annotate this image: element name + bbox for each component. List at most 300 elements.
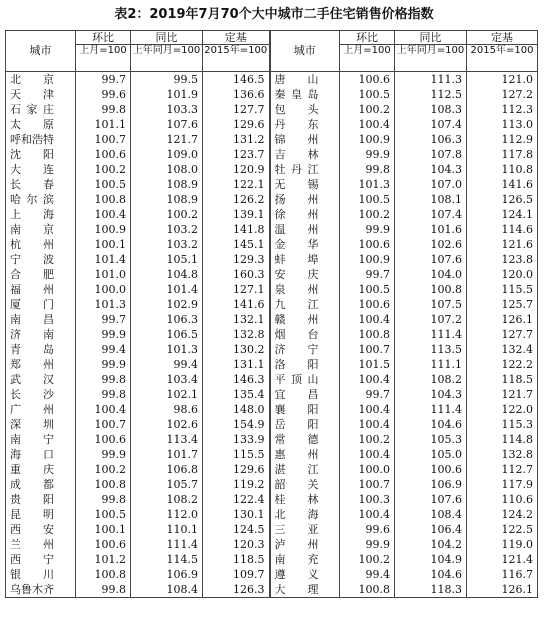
yoy-cell: 106.3 xyxy=(131,312,203,327)
base-cell: 154.9 xyxy=(203,417,270,432)
mom-cell: 99.7 xyxy=(340,387,395,402)
mom-cell: 100.4 xyxy=(340,402,395,417)
mom-subheader-right: 上月=100 xyxy=(340,45,395,72)
mom-cell: 100.8 xyxy=(76,477,131,492)
city-cell: 泸 州 xyxy=(270,537,340,552)
city-cell: 济 南 xyxy=(6,327,76,342)
yoy-cell: 102.6 xyxy=(395,237,467,252)
base-cell: 110.8 xyxy=(467,162,538,177)
base-cell: 124.2 xyxy=(467,507,538,522)
yoy-cell: 111.4 xyxy=(395,327,467,342)
table-row xyxy=(6,552,538,567)
base-cell: 119.0 xyxy=(467,537,538,552)
yoy-cell: 113.5 xyxy=(395,342,467,357)
city-cell: 大 连 xyxy=(6,162,76,177)
yoy-cell: 107.8 xyxy=(395,147,467,162)
city-cell: 深 圳 xyxy=(6,417,76,432)
city-cell: 南 昌 xyxy=(6,312,76,327)
base-cell: 112.7 xyxy=(467,462,538,477)
city-cell: 安 庆 xyxy=(270,267,340,282)
city-cell: 昆 明 xyxy=(6,507,76,522)
table-row xyxy=(6,537,538,552)
city-cell: 郑 州 xyxy=(6,357,76,372)
city-cell: 青 岛 xyxy=(6,342,76,357)
mom-cell: 101.3 xyxy=(340,177,395,192)
city-cell: 西 宁 xyxy=(6,552,76,567)
yoy-cell: 106.8 xyxy=(131,462,203,477)
base-cell: 116.7 xyxy=(467,567,538,582)
city-cell: 宁 波 xyxy=(6,252,76,267)
table-row xyxy=(6,387,538,402)
base-cell: 117.9 xyxy=(467,477,538,492)
yoy-cell: 104.0 xyxy=(395,267,467,282)
city-header-left: 城市 xyxy=(6,31,76,72)
yoy-cell: 105.7 xyxy=(131,477,203,492)
mom-cell: 101.0 xyxy=(76,267,131,282)
mom-cell: 100.1 xyxy=(76,237,131,252)
mom-cell: 101.2 xyxy=(76,552,131,567)
city-cell: 北 京 xyxy=(6,72,76,88)
mom-cell: 99.9 xyxy=(340,147,395,162)
city-cell: 西 安 xyxy=(6,522,76,537)
table-row xyxy=(6,177,538,192)
base-cell: 120.9 xyxy=(203,162,270,177)
mom-cell: 100.6 xyxy=(76,432,131,447)
city-cell: 南 京 xyxy=(6,222,76,237)
base-cell: 121.6 xyxy=(467,237,538,252)
yoy-cell: 106.9 xyxy=(131,567,203,582)
base-header-right: 定基 xyxy=(467,31,538,45)
base-cell: 127.7 xyxy=(203,102,270,117)
mom-cell: 100.7 xyxy=(340,477,395,492)
base-cell: 123.7 xyxy=(203,147,270,162)
mom-cell: 100.5 xyxy=(340,87,395,102)
mom-cell: 99.6 xyxy=(76,87,131,102)
mom-header-left: 环比 xyxy=(76,31,131,45)
base-header-left: 定基 xyxy=(203,31,270,45)
table-row xyxy=(6,492,538,507)
table-row xyxy=(6,147,538,162)
mom-cell: 100.9 xyxy=(340,252,395,267)
city-cell: 桂 林 xyxy=(270,492,340,507)
base-cell: 118.5 xyxy=(467,372,538,387)
yoy-cell: 102.6 xyxy=(131,417,203,432)
base-cell: 117.8 xyxy=(467,147,538,162)
table-row xyxy=(6,72,538,88)
mom-cell: 100.4 xyxy=(340,447,395,462)
base-cell: 120.3 xyxy=(203,537,270,552)
yoy-cell: 108.1 xyxy=(395,192,467,207)
base-cell: 120.0 xyxy=(467,267,538,282)
yoy-cell: 107.4 xyxy=(395,207,467,222)
table-row xyxy=(6,402,538,417)
base-cell: 141.6 xyxy=(467,177,538,192)
mom-cell: 100.2 xyxy=(340,207,395,222)
city-cell: 牡 丹 江 xyxy=(270,162,340,177)
yoy-cell: 102.9 xyxy=(131,297,203,312)
table-row xyxy=(6,417,538,432)
mom-cell: 100.5 xyxy=(76,507,131,522)
yoy-cell: 113.4 xyxy=(131,432,203,447)
mom-cell: 99.8 xyxy=(76,582,131,598)
base-cell: 126.3 xyxy=(203,582,270,598)
city-cell: 福 州 xyxy=(6,282,76,297)
mom-cell: 100.4 xyxy=(76,207,131,222)
base-cell: 122.4 xyxy=(203,492,270,507)
base-cell: 122.0 xyxy=(467,402,538,417)
yoy-cell: 106.4 xyxy=(395,522,467,537)
yoy-cell: 108.4 xyxy=(395,507,467,522)
mom-cell: 99.9 xyxy=(76,357,131,372)
mom-cell: 100.9 xyxy=(76,222,131,237)
yoy-cell: 103.4 xyxy=(131,372,203,387)
table-row xyxy=(6,357,538,372)
yoy-header-left: 同比 xyxy=(131,31,203,45)
base-cell: 136.6 xyxy=(203,87,270,102)
yoy-cell: 101.3 xyxy=(131,342,203,357)
city-cell: 杭 州 xyxy=(6,237,76,252)
yoy-cell: 121.7 xyxy=(131,132,203,147)
yoy-cell: 108.2 xyxy=(395,372,467,387)
table-row xyxy=(6,297,538,312)
base-cell: 131.1 xyxy=(203,357,270,372)
mom-cell: 99.4 xyxy=(76,342,131,357)
table-row xyxy=(6,237,538,252)
mom-cell: 100.2 xyxy=(76,162,131,177)
city-cell: 泉 州 xyxy=(270,282,340,297)
mom-subheader-left: 上月=100 xyxy=(76,45,131,72)
mom-cell: 100.2 xyxy=(76,462,131,477)
mom-cell: 100.7 xyxy=(76,132,131,147)
city-cell: 海 口 xyxy=(6,447,76,462)
yoy-cell: 103.3 xyxy=(131,102,203,117)
yoy-header-right: 同比 xyxy=(395,31,467,45)
yoy-cell: 100.8 xyxy=(395,282,467,297)
mom-cell: 101.5 xyxy=(340,357,395,372)
base-cell: 129.3 xyxy=(203,252,270,267)
mom-cell: 100.8 xyxy=(76,567,131,582)
yoy-cell: 104.9 xyxy=(395,552,467,567)
yoy-cell: 104.6 xyxy=(395,417,467,432)
base-cell: 126.5 xyxy=(467,192,538,207)
table-row xyxy=(6,207,538,222)
city-cell: 唐 山 xyxy=(270,72,340,88)
mom-cell: 100.6 xyxy=(340,72,395,88)
city-cell: 北 海 xyxy=(270,507,340,522)
base-cell: 139.1 xyxy=(203,207,270,222)
yoy-cell: 99.5 xyxy=(131,72,203,88)
city-cell: 南 宁 xyxy=(6,432,76,447)
base-cell: 121.7 xyxy=(467,387,538,402)
yoy-cell: 105.3 xyxy=(395,432,467,447)
mom-cell: 99.8 xyxy=(340,162,395,177)
yoy-cell: 106.5 xyxy=(131,327,203,342)
table-row xyxy=(6,582,538,598)
city-cell: 包 头 xyxy=(270,102,340,117)
yoy-cell: 98.6 xyxy=(131,402,203,417)
mom-cell: 100.2 xyxy=(340,552,395,567)
mom-cell: 99.7 xyxy=(340,267,395,282)
yoy-cell: 107.5 xyxy=(395,297,467,312)
yoy-subheader-right: 上年同月=100 xyxy=(395,45,467,72)
yoy-cell: 108.2 xyxy=(131,492,203,507)
city-cell: 乌鲁木齐 xyxy=(6,582,76,598)
yoy-cell: 99.4 xyxy=(131,357,203,372)
base-cell: 122.2 xyxy=(467,357,538,372)
mom-cell: 99.4 xyxy=(340,567,395,582)
mom-cell: 100.7 xyxy=(340,342,395,357)
base-cell: 126.1 xyxy=(467,582,538,598)
base-cell: 114.8 xyxy=(467,432,538,447)
city-cell: 重 庆 xyxy=(6,462,76,477)
table-body xyxy=(6,72,538,598)
base-cell: 113.0 xyxy=(467,117,538,132)
base-cell: 132.8 xyxy=(203,327,270,342)
base-cell: 160.3 xyxy=(203,267,270,282)
city-cell: 洛 阳 xyxy=(270,357,340,372)
yoy-cell: 102.1 xyxy=(131,387,203,402)
base-cell: 124.1 xyxy=(467,207,538,222)
city-cell: 三 亚 xyxy=(270,522,340,537)
mom-cell: 100.4 xyxy=(340,117,395,132)
base-cell: 114.6 xyxy=(467,222,538,237)
yoy-cell: 104.2 xyxy=(395,537,467,552)
base-cell: 122.1 xyxy=(203,177,270,192)
base-cell: 131.2 xyxy=(203,132,270,147)
yoy-cell: 111.4 xyxy=(395,402,467,417)
base-cell: 119.2 xyxy=(203,477,270,492)
yoy-cell: 101.7 xyxy=(131,447,203,462)
city-cell: 蚌 埠 xyxy=(270,252,340,267)
table-row xyxy=(6,192,538,207)
yoy-cell: 104.3 xyxy=(395,387,467,402)
base-cell: 126.1 xyxy=(467,312,538,327)
mom-cell: 100.6 xyxy=(340,297,395,312)
city-cell: 平 顶 山 xyxy=(270,372,340,387)
base-cell: 112.3 xyxy=(467,102,538,117)
city-cell: 宜 昌 xyxy=(270,387,340,402)
city-cell: 银 川 xyxy=(6,567,76,582)
mom-cell: 99.9 xyxy=(340,222,395,237)
table-row xyxy=(6,222,538,237)
table-row xyxy=(6,252,538,267)
mom-header-right: 环比 xyxy=(340,31,395,45)
mom-cell: 100.4 xyxy=(340,372,395,387)
mom-cell: 100.8 xyxy=(76,192,131,207)
base-cell: 129.6 xyxy=(203,117,270,132)
mom-cell: 99.9 xyxy=(76,447,131,462)
yoy-cell: 104.8 xyxy=(131,267,203,282)
mom-cell: 99.8 xyxy=(76,387,131,402)
mom-cell: 100.6 xyxy=(76,147,131,162)
yoy-cell: 108.3 xyxy=(395,102,467,117)
table-row xyxy=(6,567,538,582)
base-cell: 145.1 xyxy=(203,237,270,252)
city-cell: 襄 阳 xyxy=(270,402,340,417)
city-cell: 赣 州 xyxy=(270,312,340,327)
table-row xyxy=(6,477,538,492)
city-cell: 湛 江 xyxy=(270,462,340,477)
city-cell: 呼和浩特 xyxy=(6,132,76,147)
mom-cell: 100.2 xyxy=(340,102,395,117)
base-cell: 127.1 xyxy=(203,282,270,297)
mom-cell: 99.9 xyxy=(340,537,395,552)
mom-cell: 99.8 xyxy=(76,492,131,507)
base-cell: 110.6 xyxy=(467,492,538,507)
base-cell: 127.7 xyxy=(467,327,538,342)
base-cell: 115.5 xyxy=(203,447,270,462)
table-header xyxy=(6,31,538,72)
mom-cell: 100.4 xyxy=(340,312,395,327)
city-cell: 韶 关 xyxy=(270,477,340,492)
base-cell: 127.2 xyxy=(467,87,538,102)
city-cell: 合 肥 xyxy=(6,267,76,282)
mom-cell: 101.1 xyxy=(76,117,131,132)
mom-cell: 100.1 xyxy=(76,522,131,537)
city-cell: 金 华 xyxy=(270,237,340,252)
city-cell: 扬 州 xyxy=(270,192,340,207)
base-cell: 133.9 xyxy=(203,432,270,447)
table-row xyxy=(6,462,538,477)
yoy-cell: 101.6 xyxy=(395,222,467,237)
base-cell: 121.0 xyxy=(467,72,538,88)
table-row xyxy=(6,312,538,327)
yoy-cell: 111.3 xyxy=(395,72,467,88)
mom-cell: 100.4 xyxy=(76,402,131,417)
mom-cell: 100.4 xyxy=(340,417,395,432)
city-cell: 烟 台 xyxy=(270,327,340,342)
city-cell: 秦 皇 岛 xyxy=(270,87,340,102)
city-cell: 广 州 xyxy=(6,402,76,417)
table-row xyxy=(6,432,538,447)
city-cell: 惠 州 xyxy=(270,447,340,462)
city-cell: 哈 尔 滨 xyxy=(6,192,76,207)
base-subheader-left: 2015年=100 xyxy=(203,45,270,72)
table-title: 表2：2019年7月70个大中城市二手住宅销售价格指数 xyxy=(114,7,434,22)
mom-cell: 99.8 xyxy=(76,372,131,387)
yoy-cell: 106.3 xyxy=(395,132,467,147)
city-header-right: 城市 xyxy=(270,31,340,72)
yoy-cell: 111.1 xyxy=(395,357,467,372)
city-cell: 上 海 xyxy=(6,207,76,222)
mom-cell: 100.0 xyxy=(76,282,131,297)
base-cell: 125.7 xyxy=(467,297,538,312)
city-cell: 大 理 xyxy=(270,582,340,598)
city-cell: 无 锡 xyxy=(270,177,340,192)
base-cell: 112.9 xyxy=(467,132,538,147)
yoy-cell: 107.6 xyxy=(395,492,467,507)
yoy-cell: 100.6 xyxy=(395,462,467,477)
yoy-cell: 107.6 xyxy=(395,252,467,267)
base-cell: 124.5 xyxy=(203,522,270,537)
yoy-cell: 105.1 xyxy=(131,252,203,267)
city-cell: 长 沙 xyxy=(6,387,76,402)
city-cell: 锦 州 xyxy=(270,132,340,147)
mom-cell: 100.3 xyxy=(340,492,395,507)
yoy-cell: 103.2 xyxy=(131,237,203,252)
city-cell: 丹 东 xyxy=(270,117,340,132)
base-cell: 141.6 xyxy=(203,297,270,312)
city-cell: 太 原 xyxy=(6,117,76,132)
mom-cell: 100.2 xyxy=(340,432,395,447)
mom-cell: 101.3 xyxy=(76,297,131,312)
base-cell: 135.4 xyxy=(203,387,270,402)
yoy-cell: 105.0 xyxy=(395,447,467,462)
city-cell: 沈 阳 xyxy=(6,147,76,162)
table-row xyxy=(6,162,538,177)
city-cell: 济 宁 xyxy=(270,342,340,357)
city-cell: 岳 阳 xyxy=(270,417,340,432)
base-cell: 130.2 xyxy=(203,342,270,357)
mom-cell: 100.8 xyxy=(340,582,395,598)
yoy-cell: 108.9 xyxy=(131,177,203,192)
yoy-cell: 100.2 xyxy=(131,207,203,222)
base-cell: 132.4 xyxy=(467,342,538,357)
yoy-cell: 111.4 xyxy=(131,537,203,552)
yoy-cell: 104.3 xyxy=(395,162,467,177)
yoy-cell: 114.5 xyxy=(131,552,203,567)
city-cell: 吉 林 xyxy=(270,147,340,162)
mom-cell: 99.7 xyxy=(76,72,131,88)
yoy-cell: 103.2 xyxy=(131,222,203,237)
mom-cell: 100.9 xyxy=(340,132,395,147)
city-cell: 常 德 xyxy=(270,432,340,447)
mom-cell: 100.7 xyxy=(76,417,131,432)
mom-cell: 100.4 xyxy=(340,507,395,522)
base-cell: 121.4 xyxy=(467,552,538,567)
table-row xyxy=(6,117,538,132)
table-row xyxy=(6,327,538,342)
base-cell: 132.8 xyxy=(467,447,538,462)
yoy-cell: 108.9 xyxy=(131,192,203,207)
mom-cell: 100.8 xyxy=(340,327,395,342)
base-cell: 109.7 xyxy=(203,567,270,582)
mom-cell: 99.8 xyxy=(76,102,131,117)
city-cell: 厦 门 xyxy=(6,297,76,312)
yoy-cell: 110.1 xyxy=(131,522,203,537)
base-cell: 146.3 xyxy=(203,372,270,387)
table-row xyxy=(6,282,538,297)
city-cell: 成 都 xyxy=(6,477,76,492)
table-row xyxy=(6,132,538,147)
mom-cell: 100.5 xyxy=(76,177,131,192)
base-cell: 146.5 xyxy=(203,72,270,88)
base-cell: 129.6 xyxy=(203,462,270,477)
city-cell: 长 春 xyxy=(6,177,76,192)
city-cell: 天 津 xyxy=(6,87,76,102)
price-index-table xyxy=(5,30,538,598)
mom-cell: 100.0 xyxy=(340,462,395,477)
yoy-cell: 101.9 xyxy=(131,87,203,102)
yoy-cell: 108.0 xyxy=(131,162,203,177)
base-cell: 132.1 xyxy=(203,312,270,327)
mom-cell: 99.9 xyxy=(76,327,131,342)
city-cell: 贵 阳 xyxy=(6,492,76,507)
yoy-cell: 112.0 xyxy=(131,507,203,522)
table-row xyxy=(6,447,538,462)
table-row xyxy=(6,87,538,102)
city-cell: 兰 州 xyxy=(6,537,76,552)
city-cell: 遵 义 xyxy=(270,567,340,582)
city-cell: 武 汉 xyxy=(6,372,76,387)
base-subheader-right: 2015年=100 xyxy=(467,45,538,72)
yoy-cell: 104.6 xyxy=(395,567,467,582)
base-cell: 115.5 xyxy=(467,282,538,297)
yoy-cell: 106.9 xyxy=(395,477,467,492)
table-row xyxy=(6,372,538,387)
base-cell: 115.3 xyxy=(467,417,538,432)
yoy-cell: 107.6 xyxy=(131,117,203,132)
